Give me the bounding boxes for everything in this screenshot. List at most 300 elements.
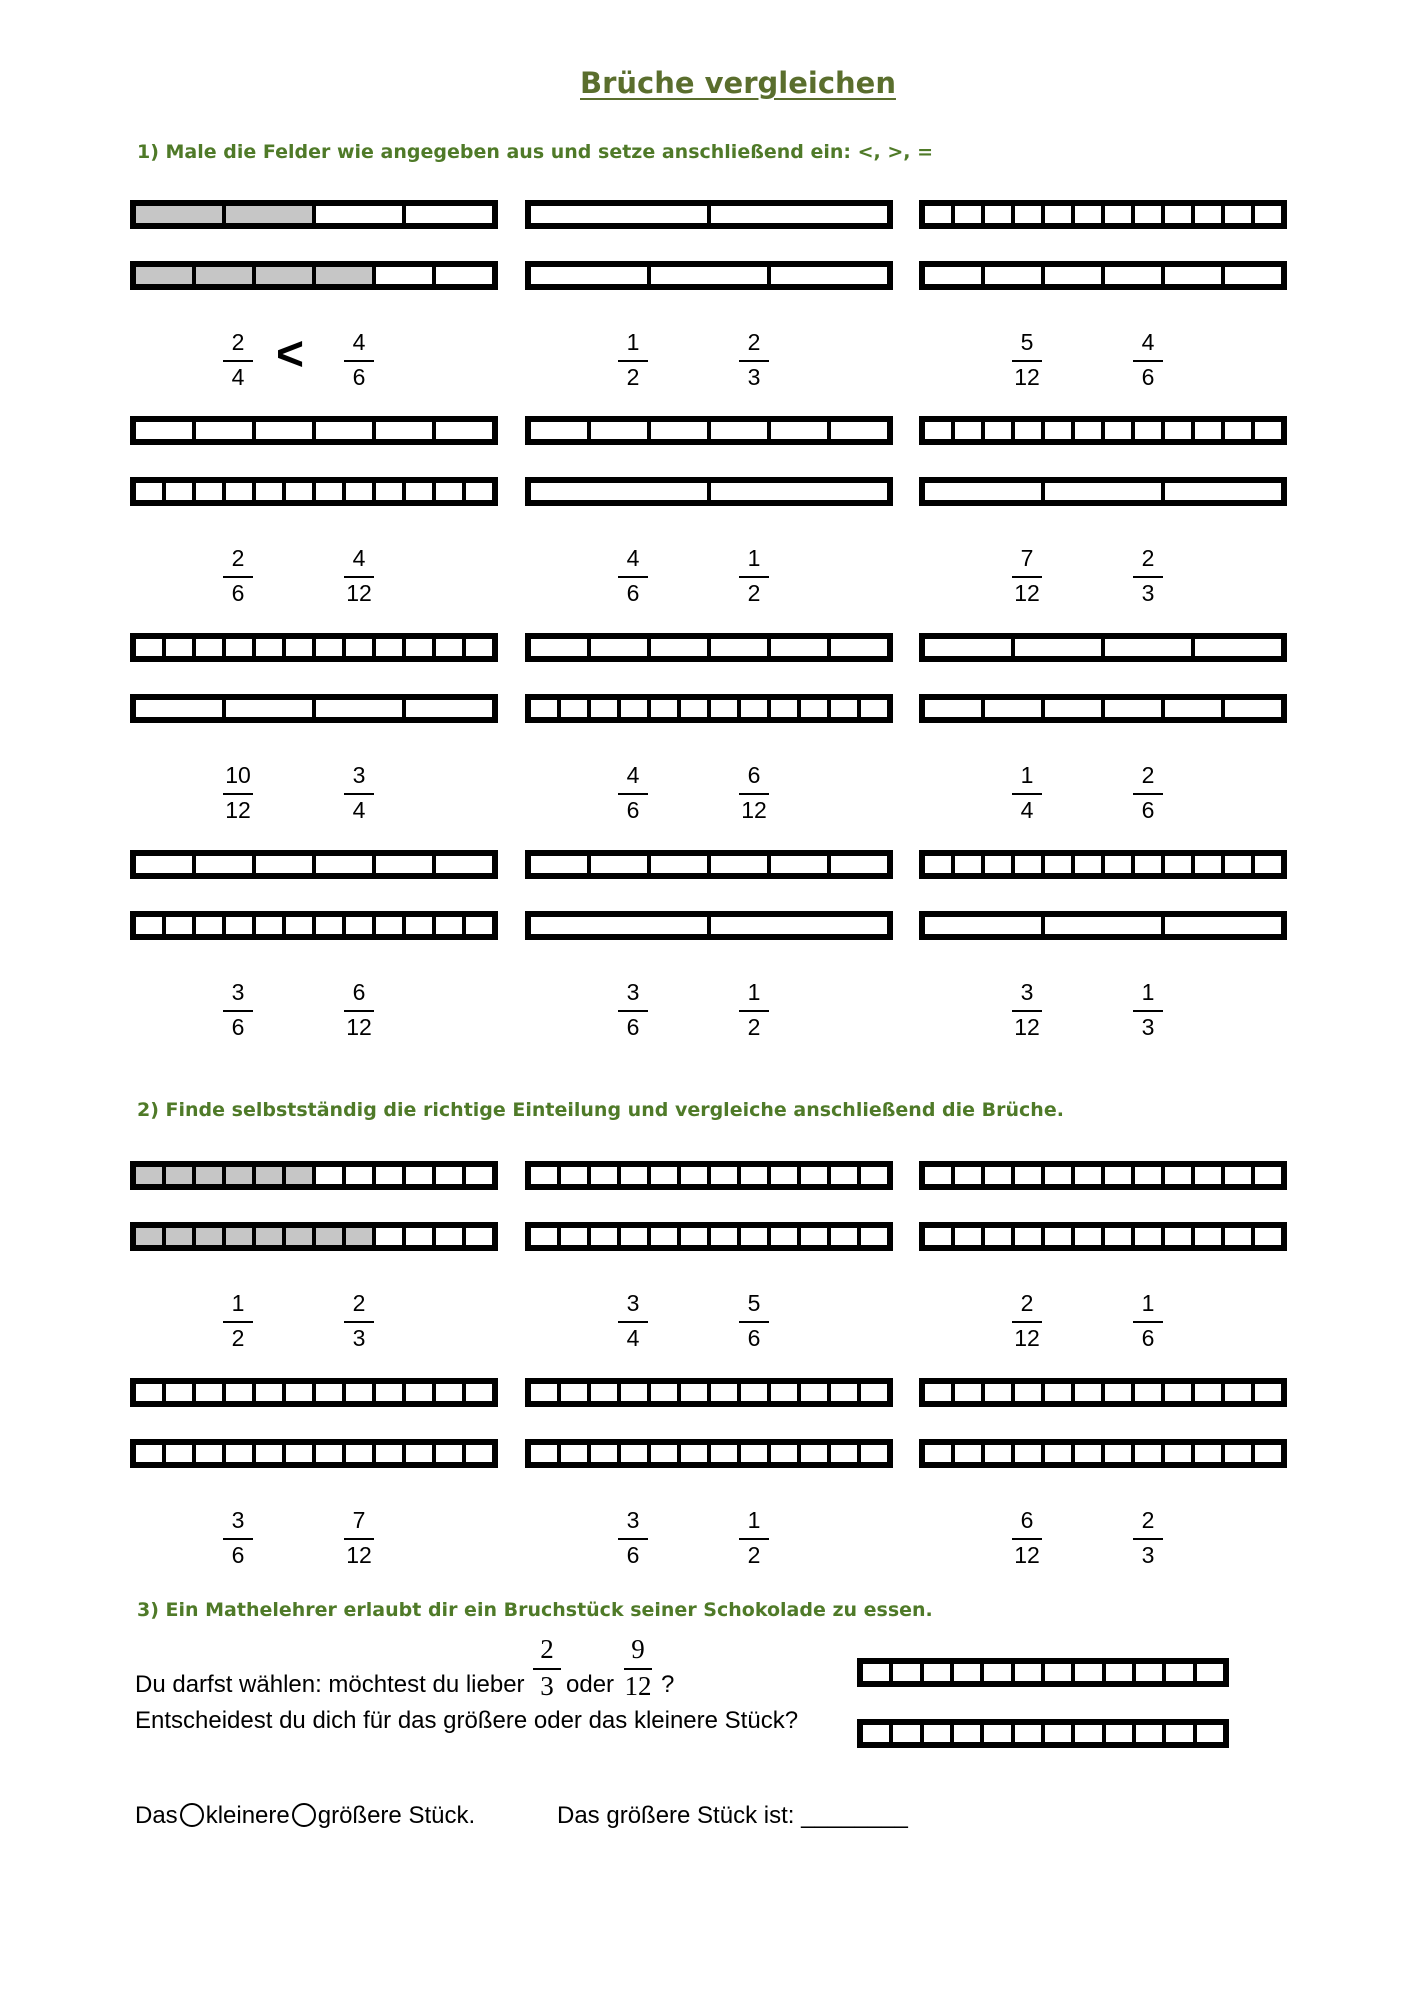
- bar-cell[interactable]: [1255, 1228, 1281, 1245]
- bar-cell[interactable]: [561, 1384, 591, 1401]
- bar-cell[interactable]: [681, 1228, 711, 1245]
- bar-cell[interactable]: [925, 700, 985, 717]
- bar-cell[interactable]: [1135, 1167, 1165, 1184]
- bar-cell[interactable]: [561, 700, 591, 717]
- bar-cell[interactable]: [1105, 700, 1165, 717]
- bar-cell[interactable]: [955, 206, 985, 223]
- bar-cell[interactable]: [741, 1445, 771, 1462]
- bar-cell[interactable]: [985, 422, 1015, 439]
- bar-cell[interactable]: [621, 1445, 651, 1462]
- bar-cell[interactable]: [1015, 1167, 1045, 1184]
- bar-cell[interactable]: [1165, 206, 1195, 223]
- bar-cell[interactable]: [591, 856, 651, 873]
- bar-cell[interactable]: [196, 1384, 226, 1401]
- bar-cell[interactable]: [256, 917, 286, 934]
- fraction-bar-top[interactable]: [525, 200, 893, 229]
- bar-cell[interactable]: [985, 1384, 1015, 1401]
- bar-cell[interactable]: [316, 267, 376, 284]
- bar-cell[interactable]: [256, 1228, 286, 1245]
- bar-cell[interactable]: [1165, 1384, 1195, 1401]
- fraction-bar-top[interactable]: [130, 200, 498, 229]
- bar-cell[interactable]: [681, 1445, 711, 1462]
- bar-cell[interactable]: [925, 267, 985, 284]
- bar-cell[interactable]: [1015, 1725, 1045, 1742]
- bar-cell[interactable]: [925, 422, 955, 439]
- bar-cell[interactable]: [1075, 422, 1105, 439]
- bar-cell[interactable]: [1045, 1445, 1075, 1462]
- bar-cell[interactable]: [1197, 1725, 1223, 1742]
- bar-cell[interactable]: [955, 422, 985, 439]
- bar-cell[interactable]: [1015, 856, 1045, 873]
- fraction-bar-bottom[interactable]: [525, 911, 893, 940]
- bar-cell[interactable]: [316, 917, 346, 934]
- bar-cell[interactable]: [436, 267, 492, 284]
- bar-cell[interactable]: [1255, 422, 1281, 439]
- bar-cell[interactable]: [1135, 422, 1165, 439]
- fraction-bar-bottom[interactable]: [919, 911, 1287, 940]
- bar-cell[interactable]: [831, 700, 861, 717]
- bar-cell[interactable]: [1105, 267, 1165, 284]
- bar-cell[interactable]: [376, 422, 436, 439]
- bar-cell[interactable]: [1075, 1725, 1105, 1742]
- bar-cell[interactable]: [376, 1384, 406, 1401]
- bar-cell[interactable]: [984, 1725, 1014, 1742]
- fraction-bar-top[interactable]: [525, 850, 893, 879]
- bar-cell[interactable]: [1045, 1664, 1075, 1681]
- bar-cell[interactable]: [226, 1167, 256, 1184]
- bar-cell[interactable]: [771, 1445, 801, 1462]
- bar-cell[interactable]: [711, 422, 771, 439]
- bar-cell[interactable]: [1045, 700, 1105, 717]
- bar-cell[interactable]: [1195, 422, 1225, 439]
- bar-cell[interactable]: [226, 639, 256, 656]
- fraction-bar-bottom[interactable]: [130, 911, 498, 940]
- bar-cell[interactable]: [651, 267, 771, 284]
- bar-cell[interactable]: [226, 1445, 256, 1462]
- bar-cell[interactable]: [711, 1167, 741, 1184]
- bar-cell[interactable]: [406, 206, 492, 223]
- bar-cell[interactable]: [1015, 1384, 1045, 1401]
- fraction-bar-bottom[interactable]: [919, 1439, 1287, 1468]
- bar-cell[interactable]: [771, 639, 831, 656]
- bar-cell[interactable]: [316, 483, 346, 500]
- fraction-bar-bottom[interactable]: [525, 1222, 893, 1251]
- bar-cell[interactable]: [346, 1228, 376, 1245]
- bar-cell[interactable]: [466, 639, 492, 656]
- bar-cell[interactable]: [621, 1228, 651, 1245]
- bar-cell[interactable]: [1015, 422, 1045, 439]
- bar-cell[interactable]: [1075, 1167, 1105, 1184]
- bar-cell[interactable]: [681, 1384, 711, 1401]
- bar-cell[interactable]: [1195, 1228, 1225, 1245]
- bar-cell[interactable]: [1105, 1445, 1135, 1462]
- bar-cell[interactable]: [1165, 700, 1225, 717]
- bar-cell[interactable]: [1105, 1167, 1135, 1184]
- bar-cell[interactable]: [166, 1384, 196, 1401]
- bar-cell[interactable]: [436, 483, 466, 500]
- bar-cell[interactable]: [316, 422, 376, 439]
- bar-cell[interactable]: [1166, 1725, 1196, 1742]
- bar-cell[interactable]: [651, 1167, 681, 1184]
- bar-cell[interactable]: [1105, 1384, 1135, 1401]
- fraction-bar-top[interactable]: [130, 633, 498, 662]
- bar-cell[interactable]: [1045, 483, 1165, 500]
- bar-cell[interactable]: [863, 1664, 893, 1681]
- bar-cell[interactable]: [531, 483, 711, 500]
- fraction-bar-top[interactable]: [130, 850, 498, 879]
- bar-cell[interactable]: [1165, 1445, 1195, 1462]
- bar-cell[interactable]: [771, 1384, 801, 1401]
- fraction-bar-bottom[interactable]: [919, 477, 1287, 506]
- bar-cell[interactable]: [436, 856, 492, 873]
- bar-cell[interactable]: [256, 267, 316, 284]
- bar-cell[interactable]: [1225, 1228, 1255, 1245]
- bar-cell[interactable]: [711, 206, 887, 223]
- bar-cell[interactable]: [831, 639, 887, 656]
- bar-cell[interactable]: [861, 700, 887, 717]
- fraction-bar-top[interactable]: [919, 416, 1287, 445]
- bar-cell[interactable]: [166, 483, 196, 500]
- bar-cell[interactable]: [861, 1228, 887, 1245]
- bar-cell[interactable]: [1165, 917, 1281, 934]
- bar-cell[interactable]: [316, 700, 406, 717]
- bar-cell[interactable]: [286, 1228, 316, 1245]
- bar-cell[interactable]: [1195, 1445, 1225, 1462]
- bar-cell[interactable]: [1105, 422, 1135, 439]
- bar-cell[interactable]: [925, 917, 1045, 934]
- bar-cell[interactable]: [1075, 1384, 1105, 1401]
- bar-cell[interactable]: [136, 1384, 166, 1401]
- fraction-bar-bottom[interactable]: [919, 694, 1287, 723]
- bar-cell[interactable]: [346, 1167, 376, 1184]
- bar-cell[interactable]: [196, 639, 226, 656]
- bar-cell[interactable]: [985, 856, 1015, 873]
- bar-cell[interactable]: [831, 422, 887, 439]
- bar-cell[interactable]: [376, 1167, 406, 1184]
- bar-cell[interactable]: [316, 1167, 346, 1184]
- bar-cell[interactable]: [1195, 1167, 1225, 1184]
- bar-cell[interactable]: [136, 856, 196, 873]
- fraction-bar-top[interactable]: [525, 1378, 893, 1407]
- fraction-bar-bottom[interactable]: [130, 261, 498, 290]
- bar-cell[interactable]: [591, 1228, 621, 1245]
- bar-cell[interactable]: [925, 1167, 955, 1184]
- bar-cell[interactable]: [196, 422, 256, 439]
- bar-cell[interactable]: [711, 639, 771, 656]
- bar-cell[interactable]: [316, 639, 346, 656]
- fraction-bar-bottom[interactable]: [130, 477, 498, 506]
- bar-cell[interactable]: [1225, 206, 1255, 223]
- bar-cell[interactable]: [436, 1445, 466, 1462]
- bar-cell[interactable]: [406, 483, 436, 500]
- bar-cell[interactable]: [1135, 206, 1165, 223]
- bar-cell[interactable]: [621, 1167, 651, 1184]
- bar-cell[interactable]: [741, 700, 771, 717]
- bar-cell[interactable]: [166, 639, 196, 656]
- bar-cell[interactable]: [1075, 1445, 1105, 1462]
- bar-cell[interactable]: [651, 856, 711, 873]
- bar-cell[interactable]: [346, 1445, 376, 1462]
- bar-cell[interactable]: [711, 483, 887, 500]
- bar-cell[interactable]: [1045, 1384, 1075, 1401]
- bar-cell[interactable]: [1045, 856, 1075, 873]
- bar-cell[interactable]: [1225, 267, 1281, 284]
- bar-cell[interactable]: [1045, 422, 1075, 439]
- bar-cell[interactable]: [531, 422, 591, 439]
- radio-circle-groessere[interactable]: [292, 1803, 316, 1827]
- bar-cell[interactable]: [346, 1384, 376, 1401]
- bar-cell[interactable]: [466, 1384, 492, 1401]
- bar-cell[interactable]: [591, 700, 621, 717]
- bar-cell[interactable]: [136, 1445, 166, 1462]
- bar-cell[interactable]: [863, 1725, 893, 1742]
- bar-cell[interactable]: [136, 267, 196, 284]
- bar-cell[interactable]: [711, 1445, 741, 1462]
- bar-cell[interactable]: [466, 483, 492, 500]
- fraction-bar-bottom[interactable]: [919, 261, 1287, 290]
- fraction-bar-top[interactable]: [919, 200, 1287, 229]
- fraction-bar-top[interactable]: [525, 1161, 893, 1190]
- bar-cell[interactable]: [1165, 267, 1225, 284]
- bar-cell[interactable]: [1045, 1167, 1075, 1184]
- bar-cell[interactable]: [1165, 422, 1195, 439]
- bar-cell[interactable]: [925, 206, 955, 223]
- bar-cell[interactable]: [196, 917, 226, 934]
- bar-cell[interactable]: [436, 1228, 466, 1245]
- bar-cell[interactable]: [136, 1228, 166, 1245]
- bar-cell[interactable]: [621, 1384, 651, 1401]
- bar-cell[interactable]: [136, 483, 166, 500]
- bar-cell[interactable]: [376, 856, 436, 873]
- bar-cell[interactable]: [1255, 1384, 1281, 1401]
- bar-cell[interactable]: [801, 700, 831, 717]
- fraction-bar-top[interactable]: [130, 416, 498, 445]
- bar-cell[interactable]: [531, 267, 651, 284]
- bar-cell[interactable]: [1075, 1664, 1105, 1681]
- fraction-bar-top[interactable]: [919, 633, 1287, 662]
- bar-cell[interactable]: [1105, 206, 1135, 223]
- fraction-bar-top[interactable]: [919, 850, 1287, 879]
- bar-cell[interactable]: [226, 483, 256, 500]
- bar-cell[interactable]: [1165, 1167, 1195, 1184]
- fraction-bar-bottom[interactable]: [525, 694, 893, 723]
- bar-cell[interactable]: [1106, 1664, 1136, 1681]
- bar-cell[interactable]: [771, 267, 887, 284]
- bar-cell[interactable]: [1166, 1664, 1196, 1681]
- fraction-bar-bottom[interactable]: [525, 261, 893, 290]
- bar-cell[interactable]: [196, 1167, 226, 1184]
- bar-cell[interactable]: [406, 700, 492, 717]
- bar-cell[interactable]: [166, 1228, 196, 1245]
- chocolate-bar-bottom[interactable]: [857, 1719, 1229, 1748]
- bar-cell[interactable]: [1075, 206, 1105, 223]
- bar-cell[interactable]: [531, 1445, 561, 1462]
- bar-cell[interactable]: [226, 1228, 256, 1245]
- bar-cell[interactable]: [741, 1167, 771, 1184]
- fraction-bar-top[interactable]: [130, 1161, 498, 1190]
- bar-cell[interactable]: [226, 206, 316, 223]
- bar-cell[interactable]: [1255, 206, 1281, 223]
- bar-cell[interactable]: [681, 1167, 711, 1184]
- bar-cell[interactable]: [1015, 1664, 1045, 1681]
- bar-cell[interactable]: [924, 1725, 954, 1742]
- bar-cell[interactable]: [1225, 1167, 1255, 1184]
- bar-cell[interactable]: [406, 1384, 436, 1401]
- bar-cell[interactable]: [985, 1167, 1015, 1184]
- bar-cell[interactable]: [651, 422, 711, 439]
- bar-cell[interactable]: [136, 422, 196, 439]
- bar-cell[interactable]: [1195, 1384, 1225, 1401]
- bar-cell[interactable]: [466, 917, 492, 934]
- bar-cell[interactable]: [136, 206, 226, 223]
- bar-cell[interactable]: [436, 422, 492, 439]
- bar-cell[interactable]: [771, 422, 831, 439]
- bar-cell[interactable]: [136, 917, 166, 934]
- bar-cell[interactable]: [531, 1167, 561, 1184]
- bar-cell[interactable]: [1165, 856, 1195, 873]
- bar-cell[interactable]: [955, 1167, 985, 1184]
- bar-cell[interactable]: [166, 1445, 196, 1462]
- bar-cell[interactable]: [591, 639, 651, 656]
- bar-cell[interactable]: [1015, 1445, 1045, 1462]
- bar-cell[interactable]: [376, 639, 406, 656]
- bar-cell[interactable]: [226, 917, 256, 934]
- bar-cell[interactable]: [531, 1228, 561, 1245]
- answer-blank-line[interactable]: Das größere Stück ist: ________: [557, 1802, 908, 1829]
- bar-cell[interactable]: [1165, 483, 1281, 500]
- bar-cell[interactable]: [256, 422, 316, 439]
- fraction-bar-bottom[interactable]: [130, 694, 498, 723]
- bar-cell[interactable]: [711, 917, 887, 934]
- bar-cell[interactable]: [136, 639, 166, 656]
- bar-cell[interactable]: [1135, 1445, 1165, 1462]
- bar-cell[interactable]: [924, 1664, 954, 1681]
- bar-cell[interactable]: [196, 267, 256, 284]
- bar-cell[interactable]: [893, 1664, 923, 1681]
- bar-cell[interactable]: [1255, 1445, 1281, 1462]
- bar-cell[interactable]: [406, 639, 436, 656]
- fraction-bar-bottom[interactable]: [130, 1222, 498, 1251]
- bar-cell[interactable]: [436, 639, 466, 656]
- bar-cell[interactable]: [955, 1445, 985, 1462]
- bar-cell[interactable]: [466, 1228, 492, 1245]
- bar-cell[interactable]: [1225, 422, 1255, 439]
- bar-cell[interactable]: [893, 1725, 923, 1742]
- bar-cell[interactable]: [286, 1384, 316, 1401]
- bar-cell[interactable]: [831, 1445, 861, 1462]
- bar-cell[interactable]: [376, 267, 436, 284]
- bar-cell[interactable]: [925, 639, 1015, 656]
- bar-cell[interactable]: [651, 1445, 681, 1462]
- bar-cell[interactable]: [196, 483, 226, 500]
- bar-cell[interactable]: [286, 1445, 316, 1462]
- bar-cell[interactable]: [651, 1228, 681, 1245]
- bar-cell[interactable]: [925, 1384, 955, 1401]
- bar-cell[interactable]: [286, 917, 316, 934]
- bar-cell[interactable]: [166, 1167, 196, 1184]
- fraction-bar-bottom[interactable]: [919, 1222, 1287, 1251]
- bar-cell[interactable]: [801, 1384, 831, 1401]
- bar-cell[interactable]: [531, 700, 561, 717]
- bar-cell[interactable]: [651, 1384, 681, 1401]
- bar-cell[interactable]: [771, 1167, 801, 1184]
- bar-cell[interactable]: [406, 1167, 436, 1184]
- bar-cell[interactable]: [771, 700, 801, 717]
- bar-cell[interactable]: [531, 206, 711, 223]
- bar-cell[interactable]: [1135, 856, 1165, 873]
- bar-cell[interactable]: [406, 1228, 436, 1245]
- bar-cell[interactable]: [1045, 206, 1075, 223]
- chocolate-bar-top[interactable]: [857, 1658, 1229, 1687]
- bar-cell[interactable]: [376, 1228, 406, 1245]
- bar-cell[interactable]: [196, 1445, 226, 1462]
- fraction-bar-bottom[interactable]: [130, 1439, 498, 1468]
- bar-cell[interactable]: [861, 1167, 887, 1184]
- bar-cell[interactable]: [1045, 1228, 1075, 1245]
- bar-cell[interactable]: [286, 639, 316, 656]
- bar-cell[interactable]: [985, 1228, 1015, 1245]
- bar-cell[interactable]: [831, 856, 887, 873]
- bar-cell[interactable]: [771, 1228, 801, 1245]
- bar-cell[interactable]: [436, 1167, 466, 1184]
- bar-cell[interactable]: [376, 483, 406, 500]
- bar-cell[interactable]: [984, 1664, 1014, 1681]
- fraction-bar-bottom[interactable]: [525, 477, 893, 506]
- bar-cell[interactable]: [1136, 1725, 1166, 1742]
- bar-cell[interactable]: [436, 1384, 466, 1401]
- bar-cell[interactable]: [925, 856, 955, 873]
- bar-cell[interactable]: [256, 639, 286, 656]
- bar-cell[interactable]: [925, 1445, 955, 1462]
- fraction-bar-top[interactable]: [130, 1378, 498, 1407]
- bar-cell[interactable]: [346, 483, 376, 500]
- bar-cell[interactable]: [256, 1384, 286, 1401]
- bar-cell[interactable]: [531, 917, 711, 934]
- bar-cell[interactable]: [136, 700, 226, 717]
- bar-cell[interactable]: [925, 483, 1045, 500]
- bar-cell[interactable]: [1045, 1725, 1075, 1742]
- bar-cell[interactable]: [1045, 917, 1165, 934]
- bar-cell[interactable]: [651, 639, 711, 656]
- bar-cell[interactable]: [376, 1445, 406, 1462]
- bar-cell[interactable]: [711, 856, 771, 873]
- bar-cell[interactable]: [196, 856, 256, 873]
- bar-cell[interactable]: [466, 1445, 492, 1462]
- bar-cell[interactable]: [591, 1445, 621, 1462]
- bar-cell[interactable]: [831, 1167, 861, 1184]
- bar-cell[interactable]: [741, 1228, 771, 1245]
- radio-circle-kleinere[interactable]: [180, 1803, 204, 1827]
- bar-cell[interactable]: [801, 1445, 831, 1462]
- bar-cell[interactable]: [256, 483, 286, 500]
- bar-cell[interactable]: [1015, 1228, 1045, 1245]
- bar-cell[interactable]: [1105, 1228, 1135, 1245]
- bar-cell[interactable]: [801, 1228, 831, 1245]
- fraction-bar-bottom[interactable]: [525, 1439, 893, 1468]
- bar-cell[interactable]: [954, 1725, 984, 1742]
- bar-cell[interactable]: [166, 917, 196, 934]
- bar-cell[interactable]: [925, 1228, 955, 1245]
- bar-cell[interactable]: [1225, 1384, 1255, 1401]
- bar-cell[interactable]: [316, 1228, 346, 1245]
- bar-cell[interactable]: [531, 856, 591, 873]
- fraction-bar-top[interactable]: [525, 416, 893, 445]
- bar-cell[interactable]: [955, 856, 985, 873]
- bar-cell[interactable]: [1225, 700, 1281, 717]
- bar-cell[interactable]: [651, 700, 681, 717]
- bar-cell[interactable]: [1105, 856, 1135, 873]
- bar-cell[interactable]: [1195, 206, 1225, 223]
